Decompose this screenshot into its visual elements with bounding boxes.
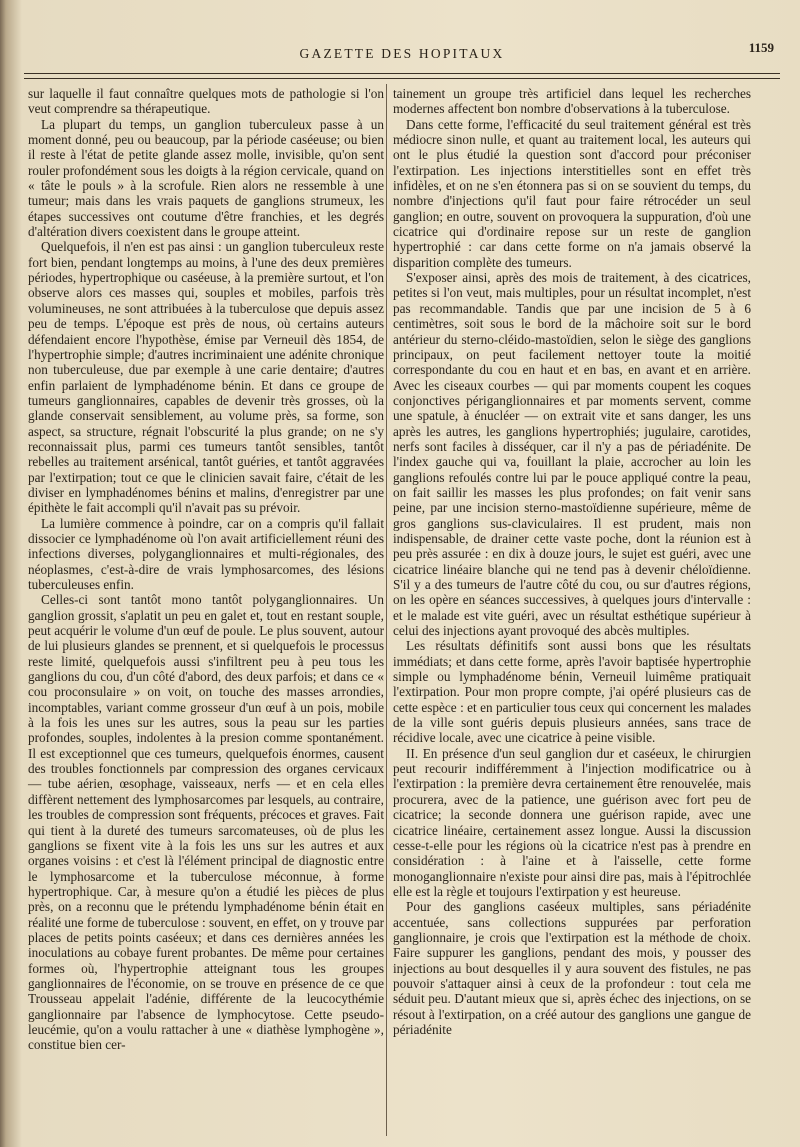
page-header — [24, 40, 780, 70]
paragraph: La lumière commence à poindre, car on a compris qu'il fallait dissocier ce lymphadénome où l'on avait artificiellement réuni des infections diverses, polyganglionnaires et multi-régionales, des néoplasmes, c'est-à-dire de vrais lymphosarcomes, des lésions tuberculeuses enfin. — [28, 515, 384, 592]
running-title: GAZETTE DES HOPITAUX — [299, 46, 505, 61]
paragraph: La plupart du temps, un ganglion tuberculeux passe à un moment donné, peu ou beaucoup, par la période caséeuse; ou bien il reste à l'état de petite glande assez molle, invisible, qu'on sent rouler profondément sous les doigts à la région cervicale, quand on « tâte le pouls » à la scrofule. Rien alors ne ressemble à une tumeur; mais dans les vrais paquets de ganglions strumeux, les étapes successives ont coutume d'être franchies, et les degrés d'altération divers coexistent dans le groupe atteint. — [28, 116, 384, 240]
paragraph: tainement un groupe très artificiel dans lequel les recherches modernes affectent bon nombre d'observations à la tuberculose. — [393, 86, 751, 117]
header-rule — [24, 73, 780, 74]
header-rule-thin — [24, 78, 780, 79]
paragraph: Les résultats définitifs sont aussi bons que les résultats immédiats; et dans cette forme, après l'avoir baptisée hypertrophie simple ou lymphadénome bénin, Verneuil luimême pratiquait l'extirpation. Pour mon propre compte, j'ai opéré plusieurs cas de cette espèce : et en particulier tous ceux qui concernent les malades de la ville sont guéris depuis plusieurs années, sans trace de récidive locale, avec une cicatrice à peine visible. — [393, 638, 751, 746]
paragraph: Celles-ci sont tantôt mono tantôt polyganglionnaires. Un ganglion grossit, s'aplatit un peu en galet et, tout en restant souple, peut acquérir le volume d'un œuf de poule. Le plus souvent, autour de lui plusieurs glandes se prennent, et si quelquefois le processus reste limité, quelquefois aussi s'infiltrent peu à peu tous les ganglions du cou, d'un côté d'abord, des deux parfois; et dans ce « cou proconsulaire » on voit, on touche des masses arrondies, incomptables, variant comme grosseur d'un œuf à un pois, mobile à la fois les unes sur les autres, sous la peau sur les parties profondes, souples, indolentes à la presion comme spontanément. Il est exceptionnel que ces tumeurs, quelquefois énormes, causent des troubles fonctionnels par compression des organes cervicaux — tube aérien, œsophage, vaisseaux, nerfs — et en cela elles diffèrent nettement des lymphosarcomes par lesquels, au contraire, les troubles de compression sont fréquents, précoces et graves. Fait qui tient à la dureté des tumeurs sarcomateuses, où de plus les ganglions se fixent vite à la fois les uns sur les autres et aux organes voisins : et c'est là l'élément principal de diagnostic entre le lymphosarcome et la tuberculose méconnue, à forme hypertrophique. Car, à mesure qu'on a étudié les pièces de plus près, on a reconnu que le prétendu lymphadénome bénin était en réalité une forme de tuberculose : souvent, en effet, on y trouve par places de petits points caséeux; et dans ces dernières années les inoculations au cobaye furent probantes. De même pour certaines formes où, l'hypertrophie atteignant tous les groupes ganglionnaires de l'économie, on se trouve en présence de ce que Trousseau appelait l'adénie, différente de la leucocythémie ganglionnaire par l'absence de lymphocytose. Cette pseudo-leucémie, qu'on a voulu rattacher à une « diathèse lymphogène », constitue bien cer- — [28, 592, 384, 1053]
left-column — [28, 86, 384, 1053]
paragraph: Pour des ganglions caséeux multiples, sans périadénite accentuée, sans collections suppurées par perforation ganglionnaire, je crois que l'extirpation est la méthode de choix. Faire suppurer les ganglions, pendant des mois, y pousser des injections au bout desquelles il y aura souvent des fistules, ne pas pouvoir s'attaquer ainsi à ceux de la profondeur : tout cela me séduit peu. D'autant mieux que si, après échec des injections, on se résout à l'extirpation, on a créé autour des ganglions une gangue de périadénite — [393, 899, 751, 1037]
page-number: 1159 — [748, 40, 774, 55]
right-column — [393, 86, 751, 1037]
paragraph: sur laquelle il faut connaître quelques mots de pathologie si l'on veut comprendre sa thérapeutique. — [28, 86, 384, 117]
column-divider — [386, 84, 387, 1136]
paragraph: Quelquefois, il n'en est pas ainsi : un ganglion tuberculeux reste fort bien, pendant longtemps au moins, à l'une des deux premières périodes, hypertrophique ou caséeuse, à la première surtout, et l'on observe alors ces masses qui, souples et mobiles, parfois très volumineuses, ne sont attribuées à la tuberculose que depuis assez peu de temps. L'époque est près de nous, où certains auteurs défendaient encore l'hypothèse, émise par Verneuil dès 1854, de l'hypertrophie simple; d'autres incriminaient une adénite chronique non tuberculeuse, due par exemple à une carie dentaire; d'autres enfin parlaient de lymphadénome bénin. Et dans ce groupe de tumeurs ganglionnaires, capables de devenir très grosses, où la glande conservait sensiblement, au volume près, sa forme, son aspect, sa structure, régnait l'obscurité la plus grande; on ne s'y reconnaissait plus, parmi ces tumeurs tantôt sensibles, tantôt rebelles au traitement arsénical, tantôt guéries, et tantôt aggravées par l'extirpation; tout ce que le clinicien savait faire, c'était de les diviser en lymphadénomes bénins et malins, d'enregistrer par une épithète le fait accompli qu'il n'avait pas su prévoir. — [28, 239, 384, 516]
paragraph: II. En présence d'un seul ganglion dur et caséeux, le chirurgien peut recourir indifféremment à l'injection modificatrice ou à l'extirpation : la première devra certainement être renouvelée, mais procurera, avec de la patience, une guérison avec fort peu de cicatrice; la seconde donnera une guérison rapide, avec une cicatrice linéaire, certainement assez longue. Aussi la discussion cesse-t-elle pour les régions où la cicatrice n'est pas à prendre en considération : à l'aine et à l'aisselle, cette forme monoganglionnaire n'existe pour ainsi dire pas, mais à l'épitrochlée elle est la règle et toujours l'extirpation y est heureuse. — [393, 745, 751, 899]
paragraph: S'exposer ainsi, après des mois de traitement, à des cicatrices, petites si l'on veut, mais multiples, pour un résultat incomplet, n'est pas recommandable. Tandis que par une incision de 5 à 6 centimètres, soit sous le bord de la mâchoire soit sur le bord antérieur du sterno-cléido-mastoïdien, selon le siège des ganglions principaux, on peut facilement nettoyer toute la moitié correspondante du cou en haut et en bas, en avant et en arrière. Avec les ciseaux courbes — qui par moments coupent les coques conjonctives périganglionnaires et par moments servent, comme une spatule, à énucléer — on extrait vite et sans danger, les uns après les autres, les ganglions hypertrophiés; jugulaire, carotides, nerfs sont faciles à disséquer, car il n'y a pas de périadénite. De l'index gauche qui va, fouillant la plaie, accrocher au loin les ganglions refoulés contre lui par le pouce appliqué contre la peau, on fait saillir les masses les plus profondes; on fait venir sans peine, par une incision sterno-mastoïdienne supérieure, même de gros ganglions sus-claviculaires. Il est prudent, mais non indispensable, de drainer cette vaste poche, dont la réunion est à peu près assurée : en dix à douze jours, le sujet est guéri, avec une cicatrice linéaire blanche qui ne tend pas à devenir chéloïdienne. S'il y a des tumeurs de l'autre côté du cou, ou sur d'autres régions, on les opère en séances successives, à quelques jours d'intervalle : et le malade est vite guéri, avec un résultat esthétique supérieur à celui des injections ayant provoqué des abcès multiples. — [393, 270, 751, 639]
paragraph: Dans cette forme, l'efficacité du seul traitement général est très médiocre sinon nulle, et quant au traitement local, les auteurs qui ont le plus étudié la question sont d'accord pour préconiser l'extirpation. Les injections interstitielles sont en effet très infidèles, et on ne s'en étonnera pas si on se souvient du temps, du nombre d'injections qu'il faut pour faire rétrocéder un seul ganglion; en outre, souvent on provoquera la suppuration, d'où une cicatrice qui d'ordinaire repose sur un reste de ganglion hypertrophié : car dans cette forme on n'a jamais observé la disparition complète des tumeurs. — [393, 116, 751, 270]
